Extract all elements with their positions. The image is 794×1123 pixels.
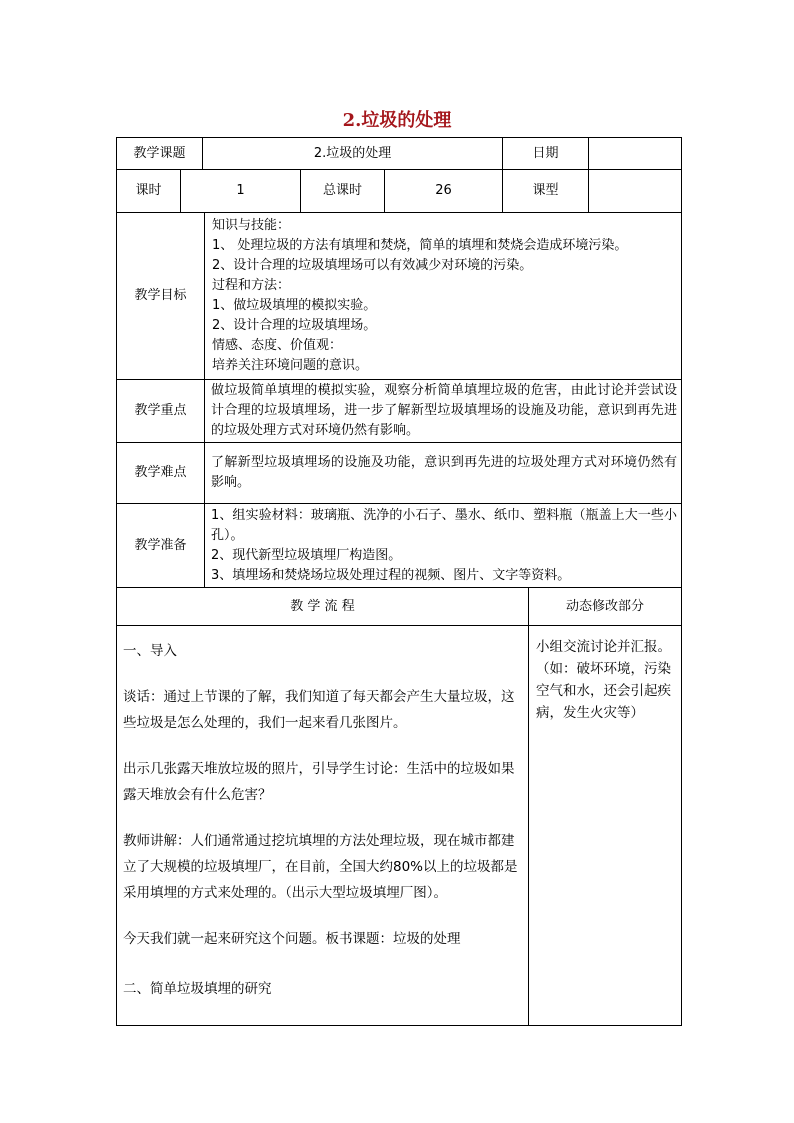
- lesson-info-table: [116, 137, 682, 213]
- preparation-label: 教学准备: [117, 504, 205, 588]
- revision-note: 小组交流讨论并汇报。（如：破坏环境，污染空气和水，还会引起疾病，发生火灾等）: [536, 639, 671, 721]
- teaching-flow-table: [116, 587, 682, 1026]
- key-points-label: 教学重点: [117, 380, 205, 443]
- goals-line: 1、做垃圾填埋的模拟实验。: [212, 298, 377, 313]
- preparation-line: 3、填埋场和焚烧场垃圾处理过程的视频、图片、文字等资料。: [211, 567, 571, 583]
- preparation-content: [205, 504, 682, 588]
- section-intro-heading: 一、导入: [123, 643, 177, 659]
- revision-header: 动态修改部分: [529, 588, 682, 626]
- flow-paragraph: 今天我们就一起来研究这个问题。板书课题：垃圾的处理: [123, 931, 461, 947]
- total-lessons-label: 总课时: [301, 170, 385, 213]
- difficulties-text: 了解新型垃圾填埋场的设施及功能，意识到再先进的垃圾处理方式对环境仍然有影响。: [205, 443, 682, 504]
- goals-label: 教学目标: [117, 213, 205, 380]
- flow-paragraph: 出示几张露天堆放垃圾的照片，引导学生讨论：生活中的垃圾如果露天堆放会有什么危害？: [123, 761, 515, 803]
- lesson-type-label: 课型: [503, 170, 589, 213]
- flow-content: [117, 626, 529, 1026]
- date-label: 日期: [503, 138, 589, 170]
- preparation-line: 2、现代新型垃圾填埋厂构造图。: [211, 547, 402, 563]
- lesson-label: 课时: [117, 170, 181, 213]
- date-value: [589, 138, 682, 170]
- goals-line: 2、设计合理的垃圾填埋场可以有效减少对环境的污染。: [212, 258, 533, 273]
- goals-line: 情感、态度、价值观：: [212, 338, 343, 353]
- flow-paragraph: 教师讲解：人们通常通过挖坑填埋的方法处理垃圾，现在城市都建立了大规模的垃圾填埋厂，在目前，全国大约80%以上的垃圾都是采用填埋的方式来处理的。（出示大型垃圾填埋厂图）。: [123, 833, 518, 901]
- goals-line: 培养关注环境问题的意识。: [212, 358, 369, 373]
- goals-content: [205, 213, 682, 380]
- goals-line: 2、设计合理的垃圾填埋场。: [212, 318, 377, 333]
- section-landfill-heading: 二、简单垃圾填埋的研究: [123, 981, 272, 997]
- flow-paragraph: 谈话：通过上节课的了解，我们知道了每天都会产生大量垃圾，这些垃圾是怎么处理的，我们一起来看几张图片。: [123, 689, 515, 731]
- goals-line: 1、 处理垃圾的方法有填埋和焚烧，简单的填埋和焚烧会造成环境污染。: [212, 238, 628, 253]
- lesson-value: 1: [181, 170, 301, 213]
- topic-label: 教学课题: [117, 138, 203, 170]
- page-title: 2.垃圾的处理: [342, 110, 452, 131]
- goals-line: 过程和方法：: [212, 278, 291, 293]
- difficulties-label: 教学难点: [117, 443, 205, 504]
- lesson-type-value: [589, 170, 682, 213]
- topic-value: 2.垃圾的处理: [203, 138, 503, 170]
- total-lessons-value: 26: [385, 170, 503, 213]
- lesson-detail-table: [116, 212, 682, 588]
- preparation-line: 1、组实验材料：玻璃瓶、洗净的小石子、墨水、纸巾、塑料瓶（瓶盖上大一些小孔）。: [211, 507, 677, 543]
- flow-header: 教 学 流 程: [117, 588, 529, 626]
- revision-content: [529, 626, 682, 1026]
- goals-line: 知识与技能：: [212, 218, 291, 233]
- key-points-text: 做垃圾简单填埋的模拟实验，观察分析简单填埋垃圾的危害，由此讨论并尝试设计合理的垃圾填埋场，进一步了解新型垃圾填埋场的设施及功能，意识到再先进的垃圾处理方式对环境仍然有影响。: [205, 380, 682, 443]
